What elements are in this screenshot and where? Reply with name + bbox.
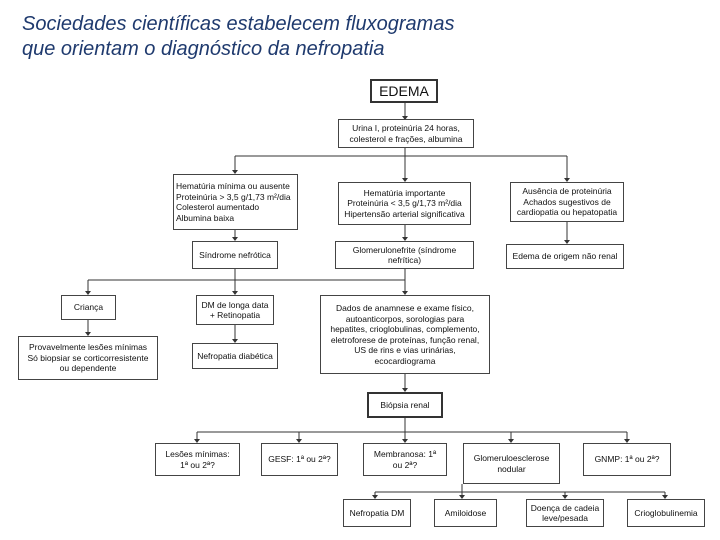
hematuria-importante-text: Hematúria importante Proteinúria < 3,5 g/1,73 m²/dia Hipertensão arterial significativa (344, 187, 465, 219)
dm-longa-data-box (196, 295, 274, 325)
ausencia-proteinuria-text: Ausência de proteinúria Achados sugestivos de cardiopatia ou hepatopatia (516, 186, 618, 218)
nefropatia-dm-box (343, 499, 411, 527)
crioglobulinemia-box (627, 499, 705, 527)
crianca-box (61, 295, 116, 320)
crioglobulinemia-text: Crioglobulinemia (634, 507, 698, 518)
edema-nao-renal-text: Edema de origem não renal (512, 251, 618, 262)
dm-longa-data-text: DM de longa data + Retinopatia (201, 299, 269, 320)
sindrome-nefrotica-text: Síndrome nefrótica (199, 249, 271, 260)
hematuria-minima-text: Hematúria mínima ou ausente Proteinúria > 3,5 g/1,73 m²/dia Colesterol aumentado Albumina baixa (176, 181, 291, 223)
membranosa-box (363, 443, 447, 476)
biopsia-renal-text: Biópsia renal (380, 399, 430, 410)
amiloidose-text: Amiloidose (444, 507, 487, 518)
provavelmente-lesoes-text: Provavelmente lesões mínimas Só biopsiar se corticorresistente ou dependente (27, 342, 149, 374)
gesf-text: GESF: 1ª ou 2ª? (268, 454, 331, 465)
edema-root-box: EDEMA (370, 79, 438, 103)
dados-anamnese-text: Dados de anamnese e exame físico, autoanticorpos, sorologias para hepatites, crioglobulinas, complemento, eletroforese de proteínas, função renal, US de rins e vias urinárias, ecocardiograma (330, 303, 480, 366)
gnmp-box (583, 443, 671, 476)
gnmp-text: GNMP: 1ª ou 2ª? (594, 454, 660, 465)
hematuria-importante-box (338, 182, 471, 225)
doenca-cadeia-box (526, 499, 604, 527)
dados-anamnese-box (320, 295, 490, 374)
gesf-box (261, 443, 338, 476)
crianca-text: Criança (73, 302, 104, 313)
hematuria-minima-box (173, 174, 298, 230)
edema-nao-renal-box (506, 244, 624, 269)
lesoes-minimas-text: Lesões mínimas: 1ª ou 2ª? (165, 449, 230, 470)
glomeruloesclerose-box (463, 443, 560, 484)
amiloidose-box (434, 499, 497, 527)
urina-text: Urina I, proteinúria 24 horas, colesterol e frações, albumina (349, 123, 463, 144)
biopsia-renal-box (367, 392, 443, 418)
ausencia-proteinuria-box (510, 182, 624, 222)
membranosa-text: Membranosa: 1ª ou 2ª? (373, 449, 437, 470)
doenca-cadeia-text: Doença de cadeia leve/pesada (530, 502, 600, 523)
sindrome-nefrotica-box (192, 241, 278, 269)
provavelmente-lesoes-box (18, 336, 158, 380)
title-line-2: que orientam o diagnóstico da nefropatia (22, 38, 385, 60)
glomeruloesclerose-text: Glomeruloesclerose nodular (473, 453, 550, 474)
lesoes-minimas-box (155, 443, 240, 476)
glomerulonefrite-box (335, 241, 474, 269)
nefropatia-diabetica-text: Nefropatia diabética (197, 350, 273, 361)
glomerulonefrite-text: Glomerulonefrite (síndrome nefrítica) (352, 244, 457, 265)
urina-box (338, 119, 474, 148)
nefropatia-dm-text: Nefropatia DM (349, 507, 405, 518)
nefropatia-diabetica-box (192, 343, 278, 369)
title-line-1: Sociedades científicas estabelecem fluxogramas (22, 13, 455, 35)
